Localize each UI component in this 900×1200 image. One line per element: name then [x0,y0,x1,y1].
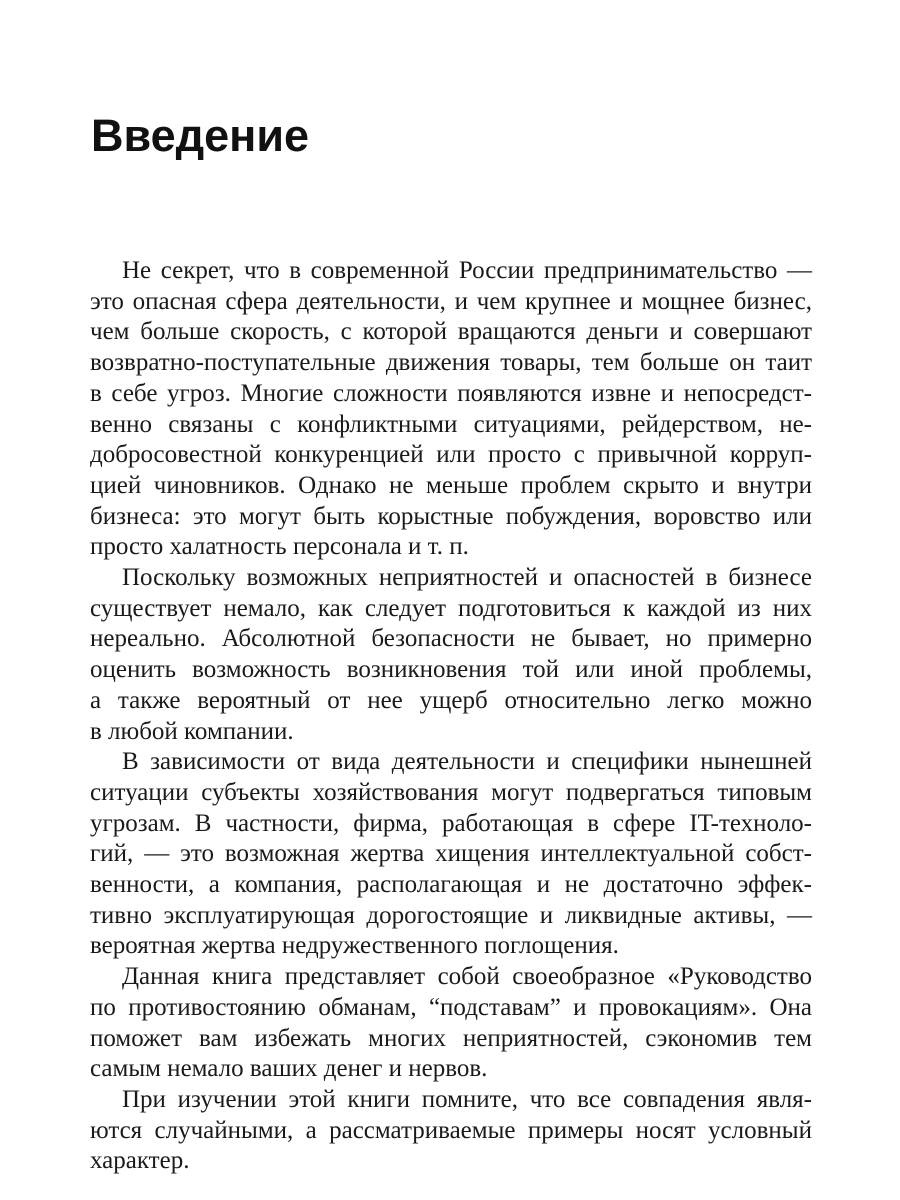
text-line: возвратно-поступательные движения товары, тем больше он таит [90,349,812,377]
text-line: гий, — это возможная жертва хищения интеллектуальной собст- [90,840,812,868]
text-line: угрозам. В частности, фирма, работающая в сфере IT-техноло- [90,809,812,837]
text-line: а также вероятный от нее ущерб относительно легко можно [90,686,812,714]
text-line: цией чиновников. Однако не меньше проблем скрыто и внутри [90,471,812,499]
text-line: это опасная сфера деятельности, и чем крупнее и мощнее бизнес, [90,287,812,315]
text-line: нереально. Абсолютной безопасности не бывает, но примерно [90,625,812,653]
chapter-title: Введение [91,110,310,161]
text-line: венно связаны с конфликтными ситуациями, рейдерством, не- [90,410,812,438]
text-line: просто халатность персонала и т. п. [90,533,469,561]
text-line: Данная книга представляет собой своеобразное «Руководство [122,963,812,991]
text-line: Поскольку возможных неприятностей и опасностей в бизнесе [122,564,812,592]
text-line: характер. [90,1147,190,1175]
text-line: самым немало ваших денег и нервов. [90,1055,488,1083]
text-line: ются случайными, а рассматриваемые примеры носят условный [90,1116,812,1144]
text-line: бизнеса: это могут быть корыстные побуждения, воровство или [90,502,812,530]
text-line: В зависимости от вида деятельности и специфики нынешней [122,748,812,776]
text-line: вероятная жертва недружественного поглощения. [90,932,619,960]
text-line: в себе угроз. Многие сложности появляются извне и непосредст- [90,379,812,407]
text-line: поможет вам избежать многих неприятностей, сэкономив тем [90,1024,812,1052]
text-line: венности, а компания, располагающая и не достаточно эффек- [90,871,812,899]
text-line: существует немало, как следует подготовиться к каждой из них [90,594,812,622]
text-line: чем больше скорость, с которой вращаются деньги и совершают [90,318,812,346]
chapter-body [90,256,812,1177]
paragraph [90,747,812,962]
text-line: оценить возможность возникновения той или иной проблемы, [90,656,812,684]
text-line: по противостоянию обманам, “подставам” и провокациям». Она [90,993,812,1021]
paragraph [90,1085,812,1177]
paragraph [90,962,812,1085]
text-line: При изучении этой книги помните, что все совпадения явля- [122,1085,812,1113]
text-line: тивно эксплуатирующая дорогостоящие и ликвидные активы, — [90,901,812,929]
text-line: в любой компании. [90,717,294,745]
text-line: добросовестной конкуренцией или просто с привычной корруп- [90,441,812,469]
paragraph [90,563,812,747]
text-line: ситуации субъекты хозяйствования могут подвергаться типовым [90,778,812,806]
text-line: Не секрет, что в современной России предпринимательство — [122,257,812,284]
paragraph [90,256,812,563]
